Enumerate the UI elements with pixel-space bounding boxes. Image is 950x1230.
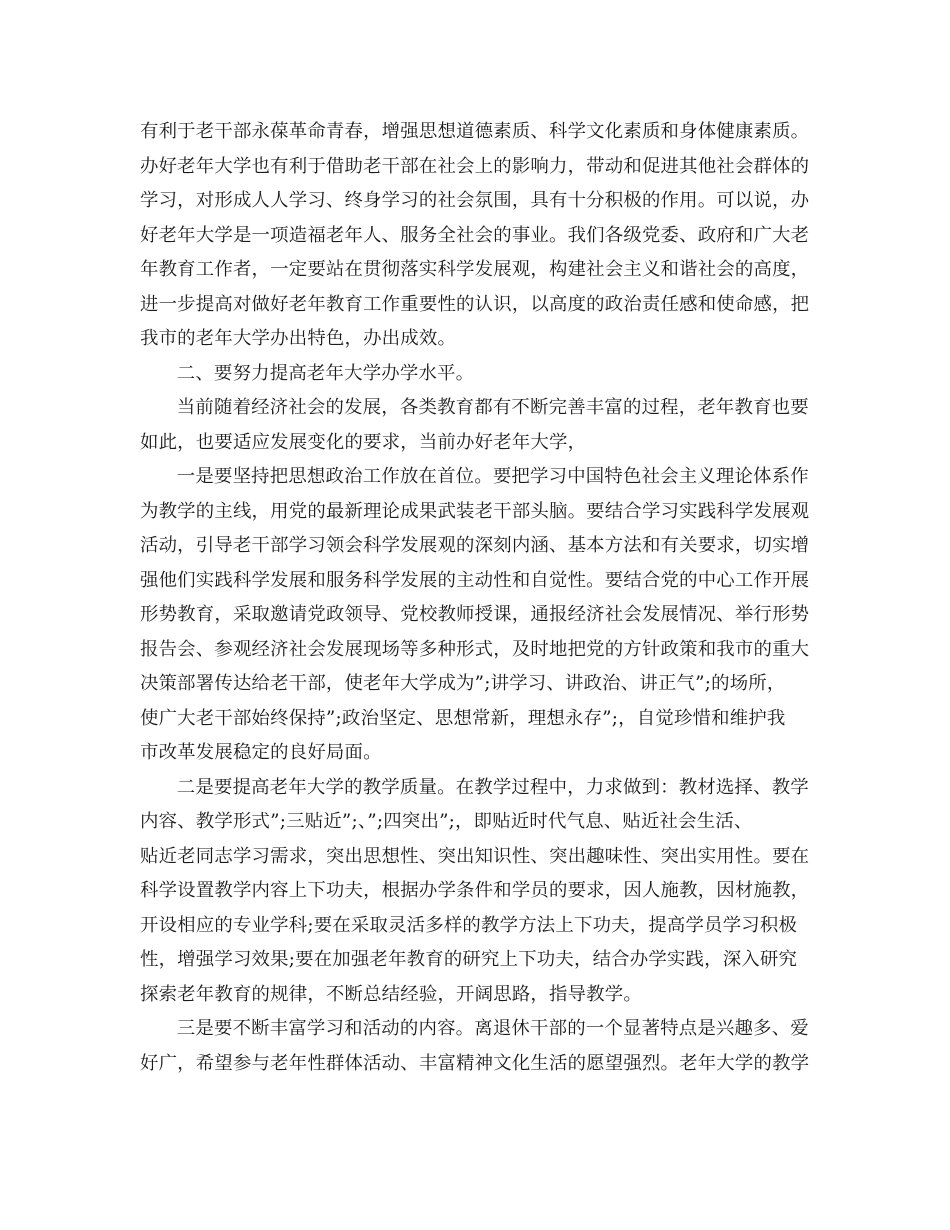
text-line: 二、要努力提高老年大学办学水平。 xyxy=(176,362,475,384)
text-line: 活动，引导老干部学习领会科学发展观的深刻内涵、基本方法和有关要求，切实增 xyxy=(140,535,810,556)
text-line: 我市的老年大学办出特色，办出成效。 xyxy=(140,328,457,349)
text-line: 决策部署传达给老干部，使老年大学成为”;讲学习、讲政治、讲正气”;的场所， xyxy=(140,673,786,694)
document-page xyxy=(140,115,812,1081)
paragraph-intro xyxy=(140,391,812,460)
paragraph-point-two xyxy=(140,771,812,1013)
text-line: 市改革发展稳定的良好局面。 xyxy=(140,742,382,763)
text-line: 形势教育，采取邀请党政领导、党校教师授课，通报经济社会发展情况、举行形势 xyxy=(140,604,810,625)
text-line: 内容、教学形式”;三贴近”;、”;四突出”;，即贴近时代气息、贴近社会生活、 xyxy=(140,811,753,832)
text-line: 当前随着经济社会的发展，各类教育都有不断完善丰富的过程，老年教育也要 xyxy=(176,397,809,418)
text-line: 好广，希望参与老年性群体活动、丰富精神文化生活的愿望强烈。老年大学的教学 xyxy=(140,1052,810,1074)
text-line: 进一步提高对做好老年教育工作重要性的认识，以高度的政治责任感和使命感，把 xyxy=(140,293,810,315)
paragraph-continuation xyxy=(140,115,812,357)
text-line: 如此，也要适应发展变化的要求，当前办好老年大学， xyxy=(140,431,587,453)
text-line: 报告会、参观经济社会发展现场等多种形式，及时地把党的方针政策和我市的重大 xyxy=(140,638,810,660)
text-line: 学习，对形成人人学习、终身学习的社会氛围，具有十分积极的作用。可以说，办 xyxy=(140,190,810,211)
text-line: 探索老年教育的规律，不断总结经验，开阔思路，指导教学。 xyxy=(140,983,642,1005)
paragraph-point-three xyxy=(140,1012,812,1081)
text-line: 年教育工作者，一定要站在贯彻落实科学发展观，构建社会主义和谐社会的高度， xyxy=(140,259,810,280)
text-line: 为教学的主线，用党的最新理论成果武装老干部头脑。要结合学习实践科学发展观 xyxy=(140,500,810,522)
text-line: 办好老年大学也有利于借助老干部在社会上的影响力，带动和促进其他社会群体的 xyxy=(140,155,810,177)
text-line: 好老年大学是一项造福老年人、服务全社会的事业。我们各级党委、政府和广大老 xyxy=(140,224,810,246)
text-line: 三是要不断丰富学习和活动的内容。离退休干部的一个显著特点是兴趣多、爱 xyxy=(176,1018,809,1039)
text-line: 开设相应的专业学科;要在采取灵活多样的教学方法上下功夫，提高学员学习积极 xyxy=(140,914,798,936)
paragraph-point-one xyxy=(140,460,812,771)
text-line: 一是要坚持把思想政治工作放在首位。要把学习中国特色社会主义理论体系作 xyxy=(176,466,809,487)
text-line: 贴近老同志学习需求，突出思想性、突出知识性、突出趣味性、突出实用性。要在 xyxy=(140,845,810,867)
text-line: 二是要提高老年大学的教学质量。在教学过程中，力求做到：教材选择、教学 xyxy=(176,776,809,798)
text-line: 强他们实践科学发展和服务科学发展的主动性和自觉性。要结合党的中心工作开展 xyxy=(140,569,810,591)
text-line: 使广大老干部始终保持”;政治坚定、思想常新，理想永存”;，自觉珍惜和维护我 xyxy=(140,707,786,729)
text-line: 性，增强学习效果;要在加强老年教育的研究上下功夫，结合办学实践，深入研究 xyxy=(140,949,798,970)
section-heading xyxy=(140,357,812,392)
text-line: 有利于老干部永葆革命青春，增强思想道德素质、科学文化素质和身体健康素质。 xyxy=(140,121,810,142)
text-line: 科学设置教学内容上下功夫，根据办学条件和学员的要求，因人施教，因材施教， xyxy=(140,880,810,901)
